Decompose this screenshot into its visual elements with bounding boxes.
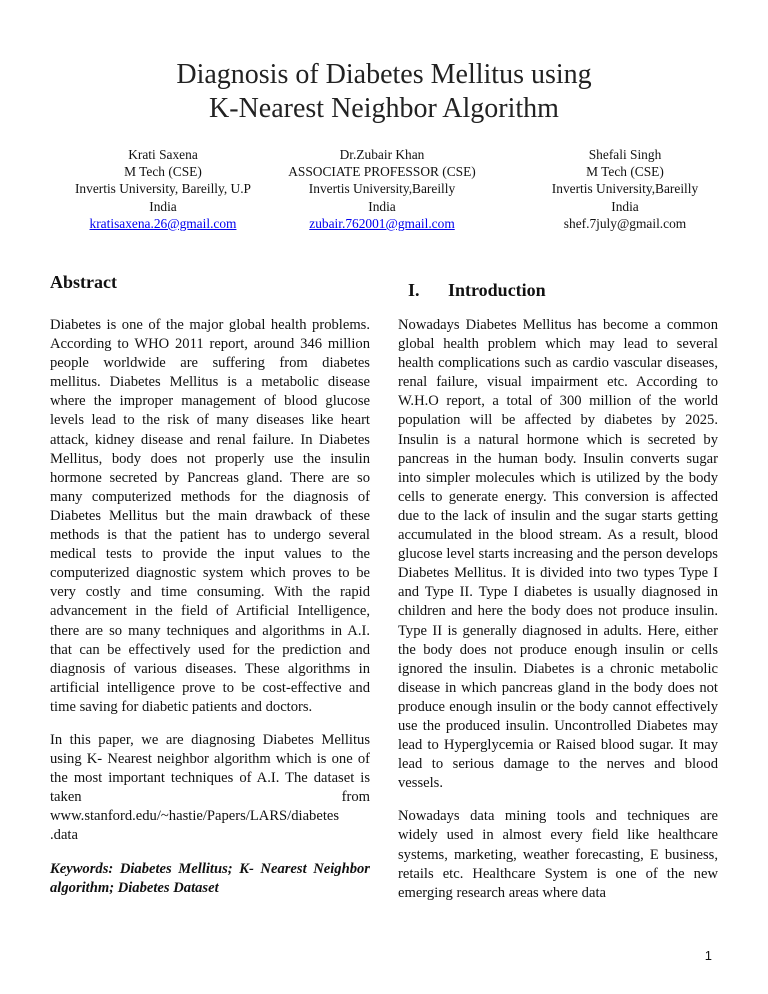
title-line-2: K-Nearest Neighbor Algorithm <box>209 93 559 124</box>
abstract-heading: Abstract <box>50 272 117 292</box>
author-name: Dr.Zubair Khan <box>339 147 425 162</box>
author-degree: M Tech (CSE) <box>124 164 202 180</box>
author-country: India <box>611 198 639 214</box>
paper-title <box>0 58 768 126</box>
author-degree: M Tech (CSE) <box>586 164 664 180</box>
author-block-3 <box>520 146 730 232</box>
author-degree: ASSOCIATE PROFESSOR (CSE) <box>288 164 476 180</box>
right-column <box>398 274 718 917</box>
keywords <box>50 860 370 898</box>
author-country: India <box>149 198 177 214</box>
left-column <box>50 270 370 912</box>
author-email-link[interactable]: kratisaxena.26@gmail.com <box>89 215 237 231</box>
section-title: Introduction <box>448 280 546 300</box>
author-block-2 <box>262 146 502 232</box>
author-country: India <box>368 198 396 214</box>
author-affiliation: Invertis University,Bareilly <box>551 181 699 197</box>
author-name: Krati Saxena <box>128 147 198 162</box>
author-block-1 <box>58 146 268 232</box>
introduction-heading <box>398 278 718 302</box>
author-name: Shefali Singh <box>588 147 662 162</box>
author-email-link[interactable]: zubair.762001@gmail.com <box>309 215 455 231</box>
title-line-1: Diagnosis of Diabetes Mellitus using <box>176 59 592 90</box>
author-email-text: shef.7july@gmail.com <box>563 215 687 231</box>
keywords-label: Keywords <box>50 860 109 877</box>
author-affiliation: Invertis University, Bareilly, U.P <box>74 181 252 197</box>
section-number: I. <box>408 280 420 300</box>
introduction-paragraph: Nowadays data mining tools and techniques are widely used in almost every field like healthcare systems, marketing, weather forecasting, E business, retails etc. Healthcare System is one of the new emerging research areas where data <box>398 808 718 901</box>
introduction-paragraph: Nowadays Diabetes Mellitus has become a common global health problem which may lead to several health complications such as cardio vascular diseases, renal failure, visual impairment etc. According to W.H.O report, a total of 300 million of the world population will be affected by diabetes by 2025. Insulin is a natural hormone which is secreted by pancreas in the human body. Insulin converts sugar into simpler molecules which is utilized by the body cells to generate energy. This conversion is affected due to the lack of insulin and the sugar starts getting accumulated in the blood stream. As a result, blood glucose level starts increasing and the person develops Diabetes Mellitus. It is divided into two types Type I and Type II. Type I diabetes is usually diagnosed in children and here the body does not produce insulin. Type II is generally diagnosed in adults. Here, either the body does not produce enough insulin or cells ignored the insulin. Diabetes is a chronic metabolic disease in which pancreas gland in the body does not produce enough insulin or the body cannot effectively use the produced insulin. Uncontrolled Diabetes may lead to Hyperglycemia or Raised blood sugar. It may lead to serious damage to the nerves and blood vessels. <box>398 317 718 792</box>
page-number: 1 <box>704 948 712 963</box>
author-affiliation: Invertis University,Bareilly <box>308 181 456 197</box>
abstract-paragraph: Diabetes is one of the major global health problems. According to WHO 2011 report, around 346 million people worldwide are suffering from diabetes mellitus. Diabetes Mellitus is a metabolic disease where the improper management of blood glucose levels lead to the risk of many diseases like heart attack, kidney disease and renal failure. In Diabetes Mellitus, body does not properly use the insulin hormone secreted by Pancreas gland. There are so many computerized methods for the diagnosis of Diabetes Mellitus but the main drawback of these methods is that the patient has to undergo several medical tests to provide the input values to the computerized diagnostic system which proves to be very costly and time consuming. With the rapid advancement in the field of Artificial Intelligence, there are so many techniques and algorithms in A.I. that can be effectively used for the prediction and diagnosis of various diseases. These algorithms in artificial intelligence prove to be cost-effective and time saving for diabetic patients and doctors. <box>50 317 370 715</box>
abstract-paragraph: In this paper, we are diagnosing Diabetes Mellitus using K- Nearest neighbor algorithm which is one of the most important techniques of A.I. The dataset is taken from www.stanford.edu/~hastie/Papers/LARS/diabetes .data <box>50 731 370 844</box>
keywords-text: : Diabetes Mellitus; K- Nearest Neighbor algorithm; Diabetes Dataset <box>50 860 370 896</box>
